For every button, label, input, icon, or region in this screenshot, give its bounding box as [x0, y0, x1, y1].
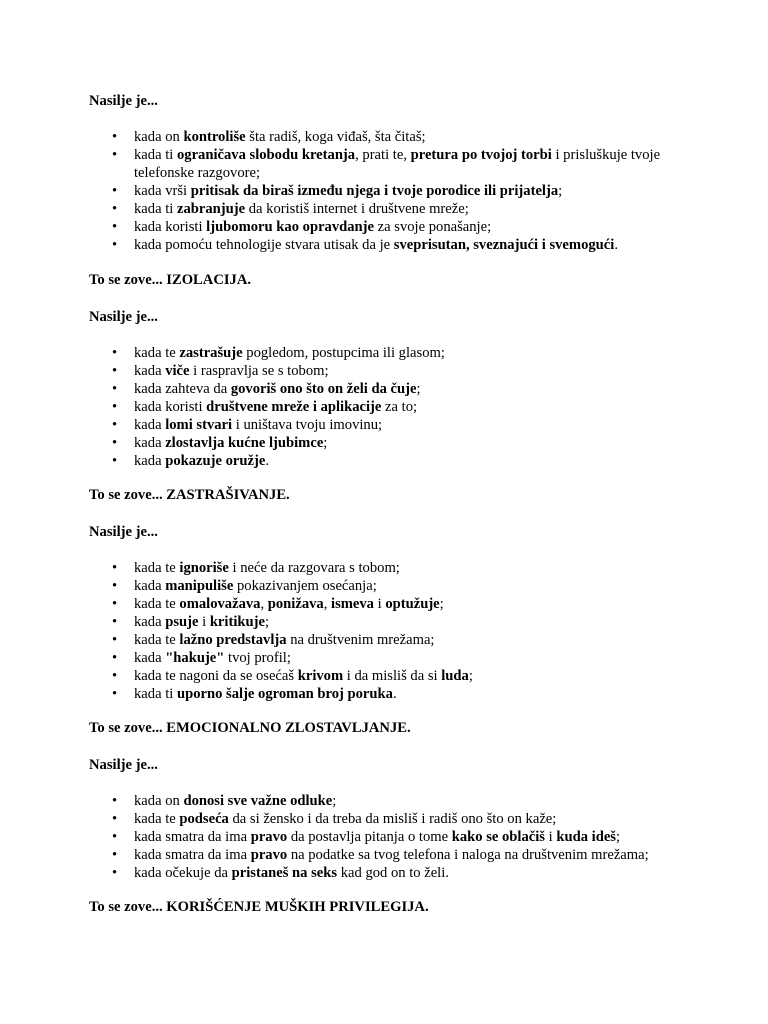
item-text: kada smatra da ima: [134, 847, 251, 863]
item-text: pokazivanjem osećanja;: [233, 578, 377, 594]
list-item: [89, 846, 709, 864]
section-heading: Nasilje je...: [89, 93, 158, 109]
bold-text: zlostavlja kućne ljubimce: [165, 435, 324, 451]
item-text: i da misliš da si: [343, 668, 442, 684]
bold-text: ismeva: [331, 596, 374, 612]
item-text: da koristiš internet i društvene mreže;: [245, 201, 469, 217]
bold-text: luda: [441, 668, 469, 684]
bold-text: kuda ideš: [556, 829, 616, 845]
list-item: [89, 146, 709, 182]
bold-text: ljubomoru kao opravdanje: [206, 219, 375, 235]
item-text: ;: [332, 793, 337, 809]
section-conclusion: To se zove... IZOLACIJA.: [89, 272, 252, 288]
item-text: za to;: [381, 399, 418, 415]
item-text: .: [614, 237, 618, 253]
item-text: za svoje ponašanje;: [374, 219, 492, 235]
bold-text: pravo: [250, 847, 288, 863]
list-item: [89, 864, 709, 882]
item-text: ;: [439, 596, 444, 612]
list-item: [89, 218, 709, 236]
section-conclusion: To se zove... ZASTRAŠIVANJE.: [89, 487, 290, 503]
list-item: [89, 380, 709, 398]
list-item: [89, 434, 709, 452]
list-item: [89, 344, 709, 362]
bold-text: omalovažava: [179, 596, 261, 612]
list-item: [89, 613, 709, 631]
bold-text: lomi stvari: [165, 417, 233, 433]
item-text: ,: [323, 596, 332, 612]
item-text: na društvenim mrežama;: [286, 632, 435, 648]
bold-text: pristaneš na seks: [231, 865, 338, 881]
item-text: ;: [468, 668, 473, 684]
item-text: kada te nagoni da se osećaš: [134, 668, 298, 684]
list-item: [89, 200, 709, 218]
bold-text: kako se oblačiš: [451, 829, 545, 845]
list-item: [89, 182, 709, 200]
bold-text: pretura po tvojoj torbi: [410, 147, 552, 163]
item-text: kada zahteva da: [134, 381, 231, 397]
item-text: kada: [134, 417, 166, 433]
list-item: [89, 128, 709, 146]
bold-text: kritikuje: [209, 614, 265, 630]
item-text: kada: [134, 614, 166, 630]
bold-text: viče: [165, 363, 190, 379]
bold-text: uporno šalje ogroman broj poruka: [176, 686, 393, 702]
list-item: [89, 828, 709, 846]
list-item: [89, 649, 709, 667]
bold-text: lažno predstavlja: [179, 632, 287, 648]
section-heading: Nasilje je...: [89, 757, 158, 773]
bold-text: ograničava slobodu kretanja: [176, 147, 356, 163]
item-text: .: [265, 453, 269, 469]
item-text: kada smatra da ima: [134, 829, 251, 845]
list-item: [89, 577, 709, 595]
item-text: i: [198, 614, 210, 630]
item-text: ;: [416, 381, 421, 397]
bullet-list: [89, 559, 709, 703]
item-text: kada koristi: [134, 399, 207, 415]
item-text: tvoj profil;: [224, 650, 291, 666]
bold-text: zastrašuje: [179, 345, 243, 361]
list-item: [89, 685, 709, 703]
item-text: kada te: [134, 596, 180, 612]
item-text: kada ti: [134, 686, 177, 702]
bold-text: sveprisutan, sveznajući i svemogući: [393, 237, 615, 253]
section-conclusion: To se zove... KORIŠĆENJE MUŠKIH PRIVILEGIJA.: [89, 899, 429, 915]
item-text: kad god on to želi.: [337, 865, 449, 881]
item-text: kada te: [134, 811, 180, 827]
item-text: na podatke sa tvog telefona i naloga na društvenim mrežama;: [287, 847, 649, 863]
item-text: i: [373, 596, 386, 612]
list-item: [89, 792, 709, 810]
list-item: [89, 362, 709, 380]
item-text: kada: [134, 650, 166, 666]
item-text: i raspravlja se s tobom;: [189, 363, 329, 379]
item-text: kada ti: [134, 147, 177, 163]
item-text: ;: [615, 829, 621, 845]
bold-text: kontroliše: [183, 129, 246, 145]
item-text: da postavlja pitanja o tome: [287, 829, 452, 845]
bold-text: ignoriše: [179, 560, 229, 576]
item-text: kada očekuje da: [134, 865, 232, 881]
item-text: kada te: [134, 560, 180, 576]
list-item: [89, 595, 709, 613]
list-item: [89, 810, 709, 828]
item-text: ;: [264, 614, 270, 630]
list-item: [89, 398, 709, 416]
bold-text: pravo: [250, 829, 288, 845]
item-text: kada ti: [134, 201, 177, 217]
section-heading: Nasilje je...: [89, 524, 158, 540]
bold-text: govoriš ono što on želi da čuje: [230, 381, 417, 397]
item-text: pogledom, postupcima ili glasom;: [242, 345, 445, 361]
item-text: kada te: [134, 632, 180, 648]
section-conclusion: To se zove... EMOCIONALNO ZLOSTAVLJANJE.: [89, 720, 411, 736]
item-text: šta radiš, koga viđaš, šta čitaš;: [245, 129, 426, 145]
item-text: ;: [558, 183, 563, 199]
bold-text: manipuliše: [165, 578, 234, 594]
list-item: [89, 631, 709, 649]
item-text: kada pomoću tehnologije stvara utisak da je: [134, 237, 394, 253]
bold-text: optužuje: [385, 596, 440, 612]
item-text: i neće da razgovara s tobom;: [228, 560, 400, 576]
item-text: , prati te,: [355, 147, 411, 163]
bold-text: pokazuje oružje: [165, 453, 266, 469]
bold-text: psuje: [165, 614, 199, 630]
list-item: [89, 416, 709, 434]
bullet-list: [89, 128, 709, 254]
item-text: kada: [134, 453, 166, 469]
item-text: ;: [323, 435, 328, 451]
list-item: [89, 236, 709, 254]
bold-text: društvene mreže i aplikacije: [206, 399, 382, 415]
section-heading: Nasilje je...: [89, 309, 158, 325]
item-text: i prisluškuje tvoje telefonske razgovore;: [134, 147, 661, 181]
bold-text: krivom: [297, 668, 344, 684]
bold-text: pritisak da biraš između njega i tvoje porodice ili prijatelja: [190, 183, 559, 199]
bold-text: zabranjuje: [176, 201, 246, 217]
list-item: [89, 559, 709, 577]
bold-text: podseća: [179, 811, 229, 827]
item-text: i uništava tvoju imovinu;: [232, 417, 383, 433]
item-text: ,: [260, 596, 268, 612]
item-text: kada: [134, 363, 166, 379]
item-text: .: [392, 686, 397, 702]
item-text: kada on: [134, 129, 184, 145]
bullet-list: [89, 792, 709, 882]
list-item: [89, 452, 709, 470]
item-text: kada koristi: [134, 219, 207, 235]
bold-text: ponižava: [267, 596, 324, 612]
item-text: i: [545, 829, 557, 845]
list-item: [89, 667, 709, 685]
item-text: kada te: [134, 345, 180, 361]
item-text: kada: [134, 435, 166, 451]
item-text: kada vrši: [134, 183, 191, 199]
item-text: da si žensko i da treba da misliš i radiš ono što on kaže;: [228, 811, 557, 827]
bold-text: donosi sve važne odluke: [183, 793, 333, 809]
item-text: kada: [134, 578, 166, 594]
bullet-list: [89, 344, 709, 470]
item-text: kada on: [134, 793, 184, 809]
bold-text: "hakuje": [165, 650, 225, 666]
